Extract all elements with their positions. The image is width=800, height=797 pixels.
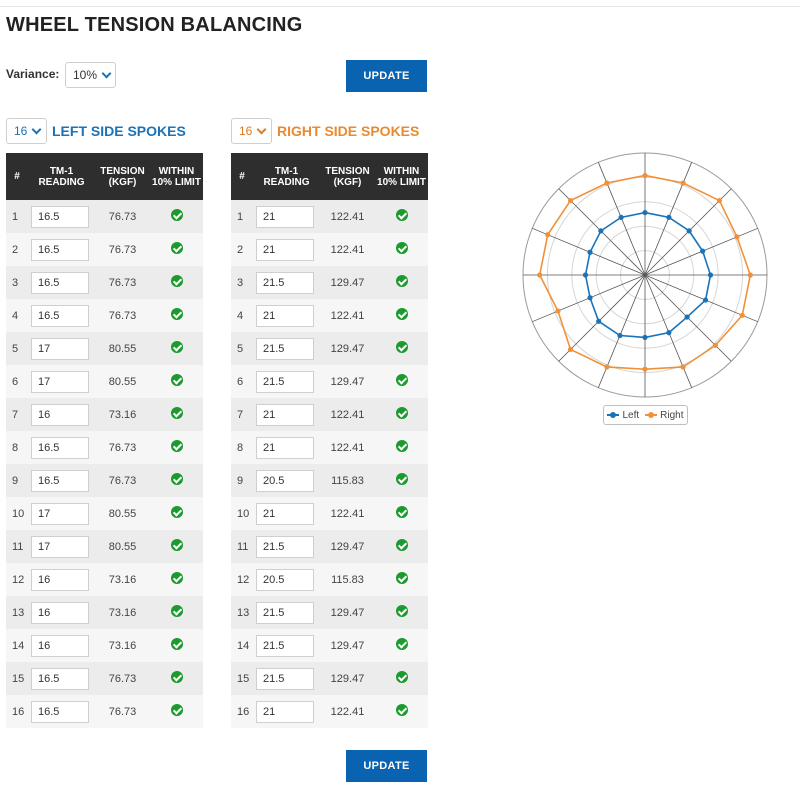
- tension-value: 73.16: [108, 573, 137, 586]
- data-point-left: [700, 249, 705, 254]
- check-circle-icon: [171, 440, 183, 452]
- tension-value: 122.41: [330, 210, 365, 223]
- check-circle-icon: [396, 638, 408, 650]
- reading-cell: [253, 404, 320, 426]
- tm1-reading-input[interactable]: [256, 272, 314, 294]
- table-row: [6, 431, 203, 464]
- reading-cell: [28, 503, 95, 525]
- data-point-right: [681, 180, 686, 185]
- legend-item-right[interactable]: [645, 410, 683, 421]
- left-spoke-count: 16: [14, 124, 28, 138]
- reading-cell: [253, 668, 320, 690]
- legend-label-left: Left: [622, 409, 640, 421]
- col-tension-header: TENSION (KGF): [100, 165, 145, 188]
- tension-radar-chart: [520, 150, 770, 400]
- update-button-top[interactable]: UPDATE: [346, 60, 427, 92]
- col-reading-header: TM-1 READING: [38, 165, 85, 188]
- check-circle-icon: [171, 572, 183, 584]
- table-row: [6, 365, 203, 398]
- within-limit-cell: [150, 374, 203, 389]
- table-row: [6, 464, 203, 497]
- data-point-left: [598, 228, 603, 233]
- data-point-right: [748, 272, 753, 277]
- update-button-bottom[interactable]: UPDATE: [346, 750, 427, 782]
- legend-marker-left: [607, 412, 619, 418]
- col-number-header: #: [14, 171, 20, 182]
- data-point-left: [687, 228, 692, 233]
- check-circle-icon: [396, 572, 408, 584]
- table-row: [6, 200, 203, 233]
- table-row: [6, 332, 203, 365]
- check-circle-icon: [396, 539, 408, 551]
- tm1-reading-input[interactable]: [31, 668, 89, 690]
- tension-value: 122.41: [330, 408, 365, 421]
- variance-label: Variance:: [6, 67, 60, 81]
- table-row: [6, 530, 203, 563]
- data-point-left: [619, 215, 624, 220]
- right-spoke-count-select[interactable]: [231, 118, 272, 144]
- tm1-reading-input[interactable]: [31, 206, 89, 228]
- data-point-right: [568, 198, 573, 203]
- within-limit-cell: [150, 242, 203, 257]
- data-point-left: [642, 210, 647, 215]
- tension-value: 129.47: [330, 672, 365, 685]
- check-circle-icon: [171, 539, 183, 551]
- tension-value: 80.55: [108, 342, 137, 355]
- within-limit-cell: [375, 407, 428, 422]
- check-circle-icon: [171, 506, 183, 518]
- spoke-number: 13: [237, 606, 250, 619]
- check-circle-icon: [396, 440, 408, 452]
- right-table-body: [231, 200, 428, 728]
- spoke-number: 6: [12, 375, 19, 388]
- tension-value: 129.47: [330, 375, 365, 388]
- chevron-down-icon: [32, 124, 42, 134]
- table-row: [231, 398, 428, 431]
- table-row: [6, 629, 203, 662]
- top-divider: [0, 6, 800, 7]
- reading-cell: [28, 404, 95, 426]
- within-limit-cell: [150, 308, 203, 323]
- reading-cell: [28, 569, 95, 591]
- tension-value: 129.47: [330, 606, 365, 619]
- spoke-number: 2: [237, 243, 244, 256]
- check-circle-icon: [396, 473, 408, 485]
- table-row: [6, 398, 203, 431]
- tension-value: 76.73: [108, 705, 137, 718]
- reading-cell: [28, 371, 95, 393]
- legend-marker-right: [645, 412, 657, 418]
- check-circle-icon: [396, 308, 408, 320]
- spoke-number: 9: [12, 474, 19, 487]
- right-side-header: [231, 118, 419, 144]
- tension-value: 73.16: [108, 408, 137, 421]
- check-circle-icon: [171, 374, 183, 386]
- table-row: [231, 332, 428, 365]
- tension-value: 80.55: [108, 540, 137, 553]
- table-row: [231, 563, 428, 596]
- within-limit-cell: [375, 539, 428, 554]
- within-limit-cell: [375, 572, 428, 587]
- tm1-reading-input[interactable]: [31, 536, 89, 558]
- tm1-reading-input[interactable]: [256, 305, 314, 327]
- data-point-right: [740, 313, 745, 318]
- reading-cell: [253, 338, 320, 360]
- within-limit-cell: [375, 506, 428, 521]
- reading-cell: [28, 602, 95, 624]
- reading-cell: [28, 206, 95, 228]
- left-side-header: [6, 118, 186, 144]
- col-within-header: WITHIN 10% LIMIT: [152, 165, 201, 188]
- tension-value: 76.73: [108, 210, 137, 223]
- data-point-right: [734, 234, 739, 239]
- spoke-number: 14: [237, 639, 250, 652]
- check-circle-icon: [171, 671, 183, 683]
- tm1-reading-input[interactable]: [31, 305, 89, 327]
- reading-cell: [28, 239, 95, 261]
- within-limit-cell: [375, 638, 428, 653]
- tension-value: 129.47: [330, 639, 365, 652]
- spoke-number: 5: [237, 342, 244, 355]
- data-point-left: [583, 272, 588, 277]
- tension-value: 129.47: [330, 276, 365, 289]
- within-limit-cell: [375, 605, 428, 620]
- data-point-right: [555, 308, 560, 313]
- within-limit-cell: [375, 440, 428, 455]
- check-circle-icon: [171, 704, 183, 716]
- spoke-number: 4: [237, 309, 244, 322]
- check-circle-icon: [396, 341, 408, 353]
- spoke-number: 16: [12, 705, 25, 718]
- tm1-reading-input[interactable]: [31, 470, 89, 492]
- tm1-reading-input[interactable]: [256, 206, 314, 228]
- reading-cell: [253, 536, 320, 558]
- table-row: [231, 233, 428, 266]
- reading-cell: [253, 305, 320, 327]
- tension-value: 76.73: [108, 309, 137, 322]
- reading-cell: [253, 602, 320, 624]
- data-point-left: [708, 272, 713, 277]
- data-point-left: [703, 297, 708, 302]
- right-side-heading: RIGHT SIDE SPOKES: [277, 123, 420, 139]
- tension-value: 80.55: [108, 507, 137, 520]
- tension-value: 76.73: [108, 441, 137, 454]
- data-point-right: [713, 343, 718, 348]
- check-circle-icon: [171, 473, 183, 485]
- check-circle-icon: [171, 638, 183, 650]
- tm1-reading-input[interactable]: [256, 437, 314, 459]
- spoke-number: 5: [12, 342, 19, 355]
- data-point-left: [642, 335, 647, 340]
- data-point-left: [684, 314, 689, 319]
- spoke-number: 6: [237, 375, 244, 388]
- spoke-number: 13: [12, 606, 25, 619]
- tm1-reading-input[interactable]: [256, 338, 314, 360]
- tension-value: 76.73: [108, 243, 137, 256]
- table-row: [231, 695, 428, 728]
- spoke-number: 11: [12, 540, 24, 553]
- data-point-right: [717, 198, 722, 203]
- tm1-reading-input[interactable]: [31, 437, 89, 459]
- table-row: [6, 563, 203, 596]
- check-circle-icon: [396, 242, 408, 254]
- spoke-axis-line: [598, 275, 645, 388]
- table-row: [231, 530, 428, 563]
- reading-cell: [28, 338, 95, 360]
- check-circle-icon: [396, 275, 408, 287]
- tension-value: 76.73: [108, 276, 137, 289]
- reading-cell: [253, 470, 320, 492]
- data-point-right: [642, 367, 647, 372]
- within-limit-cell: [150, 275, 203, 290]
- tm1-reading-input[interactable]: [256, 404, 314, 426]
- tm1-reading-input[interactable]: [31, 602, 89, 624]
- check-circle-icon: [171, 341, 183, 353]
- reading-cell: [253, 206, 320, 228]
- data-point-left: [587, 295, 592, 300]
- data-point-right: [642, 173, 647, 178]
- table-row: [6, 596, 203, 629]
- tm1-reading-input[interactable]: [31, 239, 89, 261]
- within-limit-cell: [375, 275, 428, 290]
- tension-value: 73.16: [108, 606, 137, 619]
- within-limit-cell: [375, 704, 428, 719]
- tm1-reading-input[interactable]: [31, 272, 89, 294]
- spoke-number: 12: [237, 573, 250, 586]
- reading-cell: [253, 701, 320, 723]
- spoke-number: 12: [12, 573, 25, 586]
- within-limit-cell: [150, 407, 203, 422]
- table-row: [6, 233, 203, 266]
- reading-cell: [253, 569, 320, 591]
- tension-value: 122.41: [330, 507, 365, 520]
- within-limit-cell: [150, 539, 203, 554]
- page-title: WHEEL TENSION BALANCING: [6, 14, 303, 36]
- tension-value: 115.83: [331, 474, 364, 487]
- right-spokes-table: [231, 153, 428, 728]
- tm1-reading-input[interactable]: [256, 569, 314, 591]
- data-point-left: [587, 250, 592, 255]
- within-limit-cell: [375, 374, 428, 389]
- check-circle-icon: [396, 704, 408, 716]
- tm1-reading-input[interactable]: [31, 371, 89, 393]
- spoke-number: 3: [12, 276, 19, 289]
- spoke-number: 7: [237, 408, 244, 421]
- tension-value: 76.73: [108, 672, 137, 685]
- spoke-number: 8: [237, 441, 244, 454]
- chevron-down-icon: [257, 124, 267, 134]
- table-row: [231, 200, 428, 233]
- tm1-reading-input[interactable]: [256, 536, 314, 558]
- within-limit-cell: [375, 308, 428, 323]
- data-point-right: [537, 272, 542, 277]
- spoke-number: 10: [237, 507, 250, 520]
- reading-cell: [28, 305, 95, 327]
- reading-cell: [253, 239, 320, 261]
- col-within-header: WITHIN 10% LIMIT: [377, 165, 426, 188]
- check-circle-icon: [396, 374, 408, 386]
- table-row: [6, 497, 203, 530]
- tm1-reading-input[interactable]: [31, 635, 89, 657]
- tension-value: 122.41: [330, 441, 365, 454]
- within-limit-cell: [150, 704, 203, 719]
- spoke-number: 8: [12, 441, 19, 454]
- tension-value: 76.73: [108, 474, 137, 487]
- reading-cell: [28, 668, 95, 690]
- tm1-reading-input[interactable]: [31, 569, 89, 591]
- data-point-right: [545, 232, 550, 237]
- within-limit-cell: [375, 473, 428, 488]
- spoke-number: 15: [237, 672, 250, 685]
- col-number-header: #: [239, 171, 245, 182]
- within-limit-cell: [150, 473, 203, 488]
- check-circle-icon: [171, 275, 183, 287]
- table-row: [6, 695, 203, 728]
- tm1-reading-input[interactable]: [31, 701, 89, 723]
- tm1-reading-input[interactable]: [256, 602, 314, 624]
- within-limit-cell: [150, 572, 203, 587]
- data-point-left: [617, 333, 622, 338]
- reading-cell: [253, 437, 320, 459]
- spoke-number: 1: [12, 210, 19, 223]
- table-row: [231, 497, 428, 530]
- check-circle-icon: [171, 407, 183, 419]
- reading-cell: [28, 470, 95, 492]
- col-tension-header: TENSION (KGF): [325, 165, 370, 188]
- tension-value: 115.83: [331, 573, 364, 586]
- check-circle-icon: [171, 242, 183, 254]
- left-side-heading: LEFT SIDE SPOKES: [52, 123, 186, 139]
- legend-item-left[interactable]: [607, 410, 639, 421]
- within-limit-cell: [150, 671, 203, 686]
- spoke-number: 2: [12, 243, 19, 256]
- data-point-left: [596, 319, 601, 324]
- tm1-reading-input[interactable]: [31, 503, 89, 525]
- tm1-reading-input[interactable]: [256, 668, 314, 690]
- reading-cell: [28, 635, 95, 657]
- spoke-number: 4: [12, 309, 19, 322]
- table-row: [231, 365, 428, 398]
- table-row: [6, 299, 203, 332]
- data-point-right: [681, 364, 686, 369]
- table-row: [231, 596, 428, 629]
- tension-value: 129.47: [330, 540, 365, 553]
- legend-label-right: Right: [660, 409, 684, 421]
- check-circle-icon: [396, 209, 408, 221]
- reading-cell: [253, 503, 320, 525]
- data-point-left: [666, 330, 671, 335]
- variance-value: 10%: [73, 68, 98, 82]
- within-limit-cell: [150, 506, 203, 521]
- reading-cell: [28, 701, 95, 723]
- left-spoke-count-select[interactable]: [6, 118, 47, 144]
- left-table-body: [6, 200, 203, 728]
- within-limit-cell: [150, 605, 203, 620]
- check-circle-icon: [396, 671, 408, 683]
- table-row: [231, 629, 428, 662]
- within-limit-cell: [375, 341, 428, 356]
- chevron-down-icon: [102, 68, 112, 78]
- left-spokes-table: [6, 153, 203, 728]
- chart-legend: [603, 405, 688, 425]
- tension-value: 122.41: [330, 705, 365, 718]
- within-limit-cell: [150, 209, 203, 224]
- spoke-number: 16: [237, 705, 250, 718]
- check-circle-icon: [396, 506, 408, 518]
- table-row: [231, 662, 428, 695]
- tension-value: 122.41: [330, 309, 365, 322]
- data-point-right: [604, 180, 609, 185]
- tm1-reading-input[interactable]: [31, 404, 89, 426]
- check-circle-icon: [171, 308, 183, 320]
- spoke-number: 7: [12, 408, 19, 421]
- spoke-number: 1: [237, 210, 244, 223]
- table-header: [231, 153, 428, 200]
- within-limit-cell: [375, 671, 428, 686]
- variance-select[interactable]: [65, 62, 116, 88]
- reading-cell: [28, 437, 95, 459]
- right-spoke-count: 16: [239, 124, 253, 138]
- spoke-number: 14: [12, 639, 25, 652]
- tm1-reading-input[interactable]: [256, 239, 314, 261]
- tm1-reading-input[interactable]: [256, 470, 314, 492]
- table-header: [6, 153, 203, 200]
- spoke-number: 3: [237, 276, 244, 289]
- tm1-reading-input[interactable]: [31, 338, 89, 360]
- within-limit-cell: [150, 341, 203, 356]
- tm1-reading-input[interactable]: [256, 635, 314, 657]
- tm1-reading-input[interactable]: [256, 371, 314, 393]
- table-row: [231, 464, 428, 497]
- check-circle-icon: [396, 605, 408, 617]
- tm1-reading-input[interactable]: [256, 701, 314, 723]
- spoke-number: 9: [237, 474, 244, 487]
- table-row: [231, 431, 428, 464]
- reading-cell: [28, 536, 95, 558]
- within-limit-cell: [375, 209, 428, 224]
- table-row: [231, 299, 428, 332]
- tm1-reading-input[interactable]: [256, 503, 314, 525]
- reading-cell: [253, 272, 320, 294]
- data-point-right: [568, 347, 573, 352]
- spoke-number: 11: [237, 540, 249, 553]
- col-reading-header: TM-1 READING: [263, 165, 310, 188]
- check-circle-icon: [171, 605, 183, 617]
- table-row: [6, 662, 203, 695]
- reading-cell: [253, 371, 320, 393]
- table-row: [6, 266, 203, 299]
- tension-value: 129.47: [330, 342, 365, 355]
- data-point-right: [604, 364, 609, 369]
- reading-cell: [253, 635, 320, 657]
- tension-value: 80.55: [108, 375, 137, 388]
- tension-value: 73.16: [108, 639, 137, 652]
- check-circle-icon: [396, 407, 408, 419]
- table-row: [231, 266, 428, 299]
- spoke-number: 10: [12, 507, 25, 520]
- reading-cell: [28, 272, 95, 294]
- spoke-number: 15: [12, 672, 25, 685]
- check-circle-icon: [171, 209, 183, 221]
- within-limit-cell: [150, 440, 203, 455]
- within-limit-cell: [375, 242, 428, 257]
- tension-value: 122.41: [330, 243, 365, 256]
- data-point-left: [666, 215, 671, 220]
- within-limit-cell: [150, 638, 203, 653]
